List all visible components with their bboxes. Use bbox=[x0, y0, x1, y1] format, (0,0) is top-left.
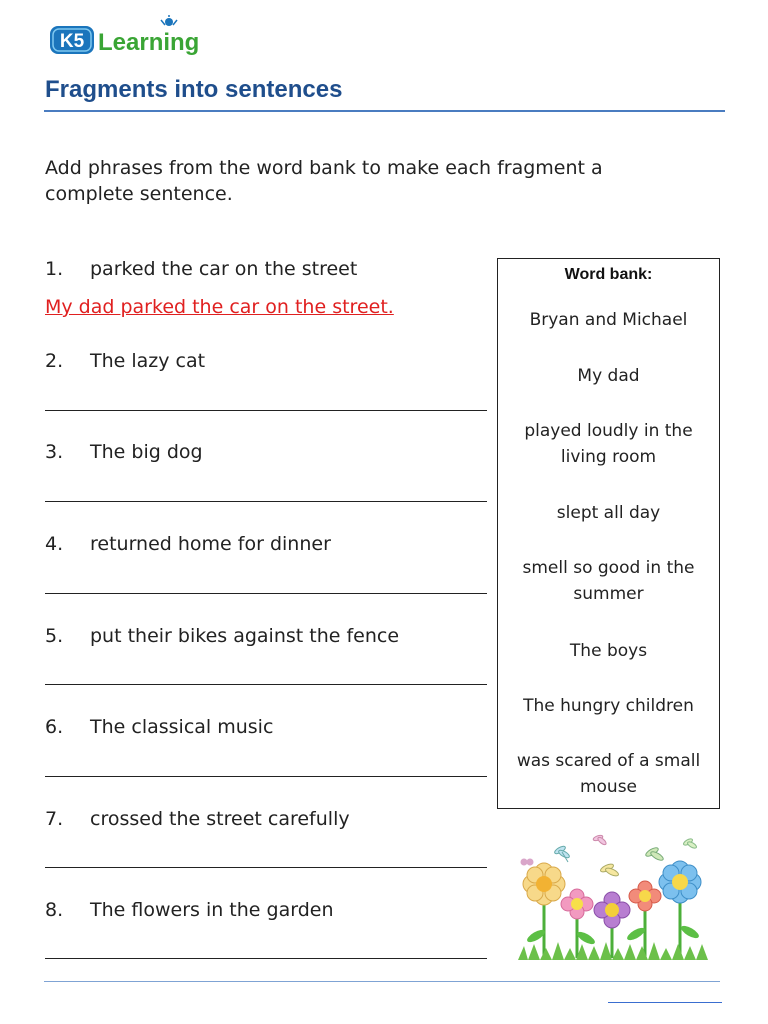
answer-line[interactable] bbox=[45, 776, 487, 777]
item-fragment: The flowers in the garden bbox=[90, 899, 334, 921]
example-answer: My dad parked the car on the street. bbox=[45, 296, 394, 318]
dragonfly-icon bbox=[593, 834, 608, 846]
item-fragment: put their bikes against the fence bbox=[90, 625, 400, 647]
answer-line[interactable] bbox=[45, 593, 487, 594]
word-bank-title: Word bank: bbox=[564, 266, 653, 283]
item-number: 4. bbox=[45, 533, 64, 555]
answer-line[interactable] bbox=[45, 958, 487, 959]
svg-text:Learning: Learning bbox=[98, 29, 200, 56]
butterfly-icon bbox=[521, 859, 534, 866]
footer-link-underline[interactable] bbox=[608, 1002, 722, 1003]
exercise-item bbox=[45, 258, 357, 280]
word-bank-item: The boys bbox=[569, 641, 648, 661]
item-number: 6. bbox=[45, 716, 64, 738]
k5-learning-logo bbox=[48, 14, 210, 58]
page-title: Fragments into sentences bbox=[45, 76, 343, 103]
flower-icon bbox=[561, 889, 593, 919]
exercise-item bbox=[45, 808, 350, 830]
flower-garden-illustration bbox=[512, 826, 712, 966]
flower-icon bbox=[659, 861, 701, 903]
item-fragment: The big dog bbox=[90, 441, 203, 463]
item-number: 3. bbox=[45, 441, 64, 463]
answer-line[interactable] bbox=[45, 684, 487, 685]
exercise-item bbox=[45, 350, 205, 372]
item-fragment: parked the car on the street bbox=[90, 258, 358, 280]
word-bank-item: slept all day bbox=[556, 503, 661, 523]
word-bank-item: The hungry children bbox=[523, 696, 694, 716]
item-number: 1. bbox=[45, 258, 64, 280]
item-fragment: returned home for dinner bbox=[90, 533, 331, 555]
exercise-item bbox=[45, 533, 331, 555]
flower-icon bbox=[594, 892, 630, 928]
exercise-item bbox=[45, 441, 203, 463]
dragonfly-icon bbox=[645, 846, 665, 862]
title-divider bbox=[44, 110, 725, 112]
instructions: Add phrases from the word bank to make each fragment a complete sentence. bbox=[45, 157, 603, 205]
dragonfly-icon bbox=[599, 863, 619, 878]
word-bank-item: smell so good in the summer bbox=[522, 558, 695, 604]
exercise-item bbox=[45, 899, 334, 921]
item-number: 2. bbox=[45, 350, 64, 372]
word-bank-item: My dad bbox=[577, 366, 640, 386]
footer-divider bbox=[44, 981, 720, 982]
flower-icon bbox=[523, 863, 565, 905]
word-bank-item: Bryan and Michael bbox=[529, 310, 688, 330]
word-bank-item: was scared of a small mouse bbox=[516, 751, 701, 797]
item-fragment: The classical music bbox=[90, 716, 274, 738]
answer-line[interactable] bbox=[45, 410, 487, 411]
item-number: 8. bbox=[45, 899, 64, 921]
answer-line[interactable] bbox=[45, 867, 487, 868]
answer-line[interactable] bbox=[45, 501, 487, 502]
flower-icon bbox=[629, 881, 661, 911]
dragonfly-icon bbox=[554, 845, 571, 862]
word-bank bbox=[497, 258, 720, 809]
svg-text:K5: K5 bbox=[59, 31, 85, 52]
dragonfly-icon bbox=[683, 838, 698, 850]
exercise-item bbox=[45, 625, 399, 647]
item-number: 5. bbox=[45, 625, 64, 647]
item-fragment: The lazy cat bbox=[90, 350, 206, 372]
item-number: 7. bbox=[45, 808, 64, 830]
exercise-item bbox=[45, 716, 273, 738]
word-bank-item: played loudly in the living room bbox=[524, 421, 693, 467]
item-fragment: crossed the street carefully bbox=[90, 808, 350, 830]
